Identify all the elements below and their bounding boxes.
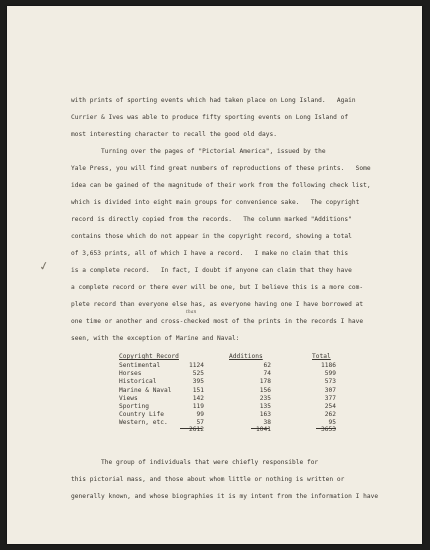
table-row-additions: 62 (263, 362, 271, 369)
table-header-additions: Additions (229, 353, 263, 360)
table-row-total: 254 (324, 403, 336, 410)
body-line: which is divided into eight main groups for convenience sake. The copyright (71, 199, 360, 206)
table-row-copyright: 57 (196, 419, 204, 427)
table-row-total: 1186 (321, 362, 336, 369)
table-row-label: Historical (119, 378, 157, 386)
margin-check-mark: ✓ (37, 258, 51, 274)
document-page (7, 6, 422, 544)
table-row-total: 307 (324, 386, 336, 394)
closing-line: generally known, and whose biographies it is my intent from the information I have (71, 493, 379, 500)
body-line: one time or another and cross-checked most of the prints in the records I have (71, 318, 364, 325)
table-row-total: 599 (324, 370, 336, 378)
table-row-label: Country Life (119, 411, 164, 419)
table-header-copyright: Copyright Record (119, 353, 179, 360)
body-line: idea can be gained of the magnitude of their work from the following check list, (71, 182, 371, 189)
table-row-additions: 163 (259, 411, 271, 419)
body-line: seen, with the exception of Marine and Naval: (71, 335, 240, 342)
table-row-label: Sentimental (119, 362, 161, 369)
body-line: plete record than everyone else has, as everyone having one I have borrowed at (71, 301, 364, 308)
table-row-label: Views (119, 394, 138, 402)
body-line: a complete record or there ever will be one, but I believe this is a more com- (71, 284, 364, 291)
body-line: of 3,653 prints, all of which I have a record. I make no claim that this (71, 250, 349, 257)
table-row-copyright: 142 (192, 394, 204, 402)
table-row-total: 262 (324, 411, 336, 419)
table-row-copyright: 119 (192, 403, 204, 410)
table-row-total: 573 (324, 378, 336, 386)
table-row-additions: 38 (263, 419, 271, 427)
table-row-additions: 178 (259, 378, 271, 386)
body-line: contains those which do not appear in the copyright record, showing a total (71, 233, 352, 240)
body-line: with prints of sporting events which had taken place on Long Island. Again (71, 97, 356, 104)
total-total: 3653 (321, 426, 336, 433)
table-row-copyright: 1124 (189, 362, 204, 369)
body-line: is a complete record. In fact, I doubt if anyone can claim that they have (71, 267, 352, 274)
total-copyright: 2612 (189, 426, 204, 433)
body-line: record is directly copied from the records. The column marked "Additions" (71, 216, 352, 223)
table-row-additions: 156 (259, 386, 271, 394)
handwritten-insert: than (186, 310, 197, 315)
body-line: Currier & Ives was able to produce fifty sporting events on Long Island of (71, 114, 349, 121)
table-header-total: Total (312, 353, 331, 360)
table-row-copyright: 395 (192, 378, 204, 386)
table-row-copyright: 99 (196, 411, 204, 419)
table-row-label: Sporting (119, 403, 149, 410)
body-line: most interesting character to recall the good old days. (71, 131, 277, 138)
table-row-copyright: 151 (192, 386, 204, 394)
table-row-label: Marine & Naval (119, 386, 172, 394)
table-row-additions: 135 (259, 403, 271, 410)
table-row-additions: 74 (263, 370, 271, 378)
body-line: Turning over the pages of "Pictorial America", issued by the (71, 148, 326, 155)
table-row-total: 95 (328, 419, 336, 427)
closing-line: this pictorial mass, and those about whom little or nothing is written or (71, 476, 345, 483)
body-line: Yale Press, you will find great numbers of reproductions of these prints. Some (71, 165, 371, 172)
typed-text (7, 6, 422, 544)
table-row-label: Western, etc. (119, 419, 168, 427)
closing-line: The group of individuals that were chiefly responsible for (71, 459, 319, 466)
table-row-label: Horses (119, 370, 142, 378)
table-row-additions: 235 (259, 394, 271, 402)
table-row-copyright: 525 (192, 370, 204, 378)
table-row-total: 377 (324, 394, 336, 402)
total-additions: 1041 (256, 426, 271, 433)
